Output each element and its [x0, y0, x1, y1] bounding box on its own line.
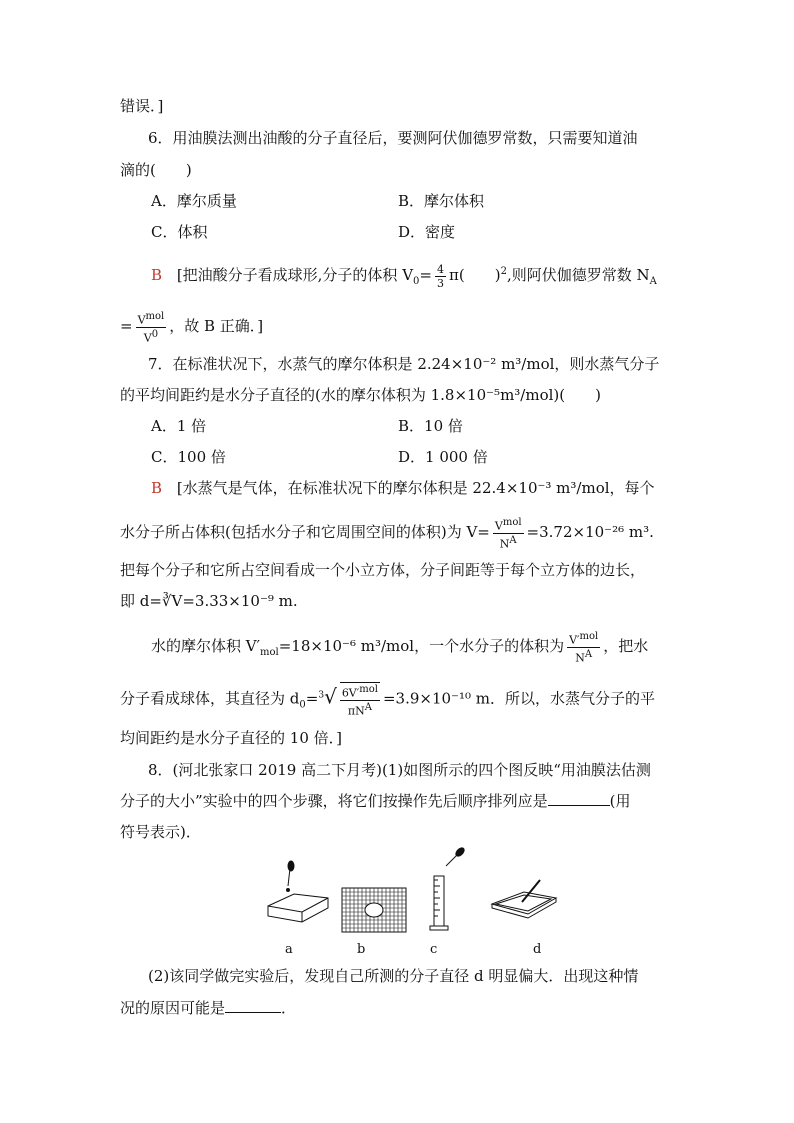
question-8-part-2-line-1: (2)该同学做完实验后，发现自己所测的分子直径 d 明显偏大．出现这种情: [148, 967, 639, 985]
q7-option-c: C．100 倍: [151, 448, 226, 466]
answer-6-line-2: = $\frac{V^{mol}}{V^0}$ ，故 B 正确．]: [120, 311, 264, 345]
question-7-line-2: 的平均间距约是水分子直径的(水的摩尔体积为 1.8×10⁻⁵m³/mol)( ): [120, 386, 601, 404]
q6-option-c: C．体积: [151, 223, 208, 241]
cube-root-expression: $^3$√ $\frac{6V'^{mol}}{\pi N^A}$: [318, 684, 378, 718]
q6-option-b: B．摩尔体积: [398, 192, 485, 210]
q7-option-a: A．1 倍: [151, 417, 207, 435]
figure-b-grid-plate: [342, 888, 406, 932]
answer-7-line-6: 分子看成球体，其直径为 $d_0=^3√$ $\frac{6V'^{mol}}{\pi N^A}$ =3.9×10⁻¹⁰ m．所以，水蒸气分子的平: [120, 684, 655, 718]
answer-6-letter: B: [151, 266, 163, 284]
experiment-figure: [260, 846, 570, 936]
figure-a-dropper-tray: [268, 861, 328, 922]
question-7-line-1: 7．在标准状况下，水蒸气的摩尔体积是 2.24×10⁻² m³/mol，则水蒸气分子: [148, 355, 660, 373]
figure-label-a: a: [285, 942, 293, 957]
figure-label-c: c: [430, 942, 438, 957]
fraction-vmol-na: $\frac{V^{mol}}{N^A}$: [494, 517, 522, 551]
answer-7-line-7: 均间距约是水分子直径的 10 倍．]: [120, 729, 342, 747]
fraction-4-3: $\frac{4}{3}$: [437, 262, 444, 290]
q7-option-b: B．10 倍: [398, 417, 463, 435]
question-8-part-2-line-2: 况的原因可能是 ．: [120, 999, 297, 1017]
figure-label-b: b: [357, 942, 366, 957]
prev-answer-tail: 错误．]: [120, 97, 164, 115]
q6-option-d: D．密度: [398, 223, 456, 241]
question-6-line-2: 滴的( ): [120, 161, 192, 179]
q6-option-a: A．摩尔质量: [151, 192, 237, 210]
answer-7-letter: B: [151, 479, 163, 497]
answer-7-line-1: B [水蒸气是气体，在标准状况下的摩尔体积是 22.4×10⁻³ m³/mol，每个: [151, 479, 655, 497]
answer-blank-2[interactable]: [225, 998, 281, 1013]
answer-6-line-1: B [把油酸分子看成球形,分子的体积 $V_0=$ $\frac{4}{3}$ π( )$^2$,则阿伏伽德罗常数 $N_A$: [151, 262, 657, 290]
answer-7-line-5: 水的摩尔体积 $V'_{mol}=18\times 10^{-6}$ m³/mol，一个水分子的体积为 $\frac{V'^{mol}}{N^A}$ ，把水: [151, 631, 649, 665]
question-8-line-1: 8．(河北张家口 2019 高二下月考)(1)如图所示的四个图反映“用油膜法估测: [148, 761, 651, 779]
question-6-line-1: 6．用油膜法测出油酸的分子直径后，要测阿伏伽德罗常数，只需要知道油: [148, 129, 638, 147]
fraction-vmol-v0: $\frac{V^{mol}}{V^0}$: [137, 311, 165, 345]
answer-7-line-2: 水分子所占体积(包括水分子和它周围空间的体积)为 V= $\frac{V^{mol}}{N^A}$ =3.72×10⁻²⁶ m³.: [120, 517, 654, 551]
figure-c-graduated-cylinder: [430, 846, 466, 930]
question-8-line-2: 分子的大小”实验中的四个步骤，将它们按操作先后顺序排列应是 (用: [120, 792, 631, 810]
figure-d-tray-with-pen: [492, 880, 556, 918]
answer-7-line-3: 把每个分子和它所占空间看成一个小立方体，分子间距等于每个立方体的边长，: [120, 561, 646, 579]
question-8-line-3: 符号表示)．: [120, 823, 201, 841]
q7-option-d: D．1 000 倍: [398, 448, 488, 466]
answer-blank-1[interactable]: [548, 791, 610, 806]
figure-label-d: d: [533, 942, 542, 957]
answer-7-line-4: 即 d=∛V=3.33×10⁻⁹ m.: [120, 592, 298, 610]
fraction-vprime-na: $\frac{V'^{mol}}{N^A}$: [569, 631, 599, 665]
